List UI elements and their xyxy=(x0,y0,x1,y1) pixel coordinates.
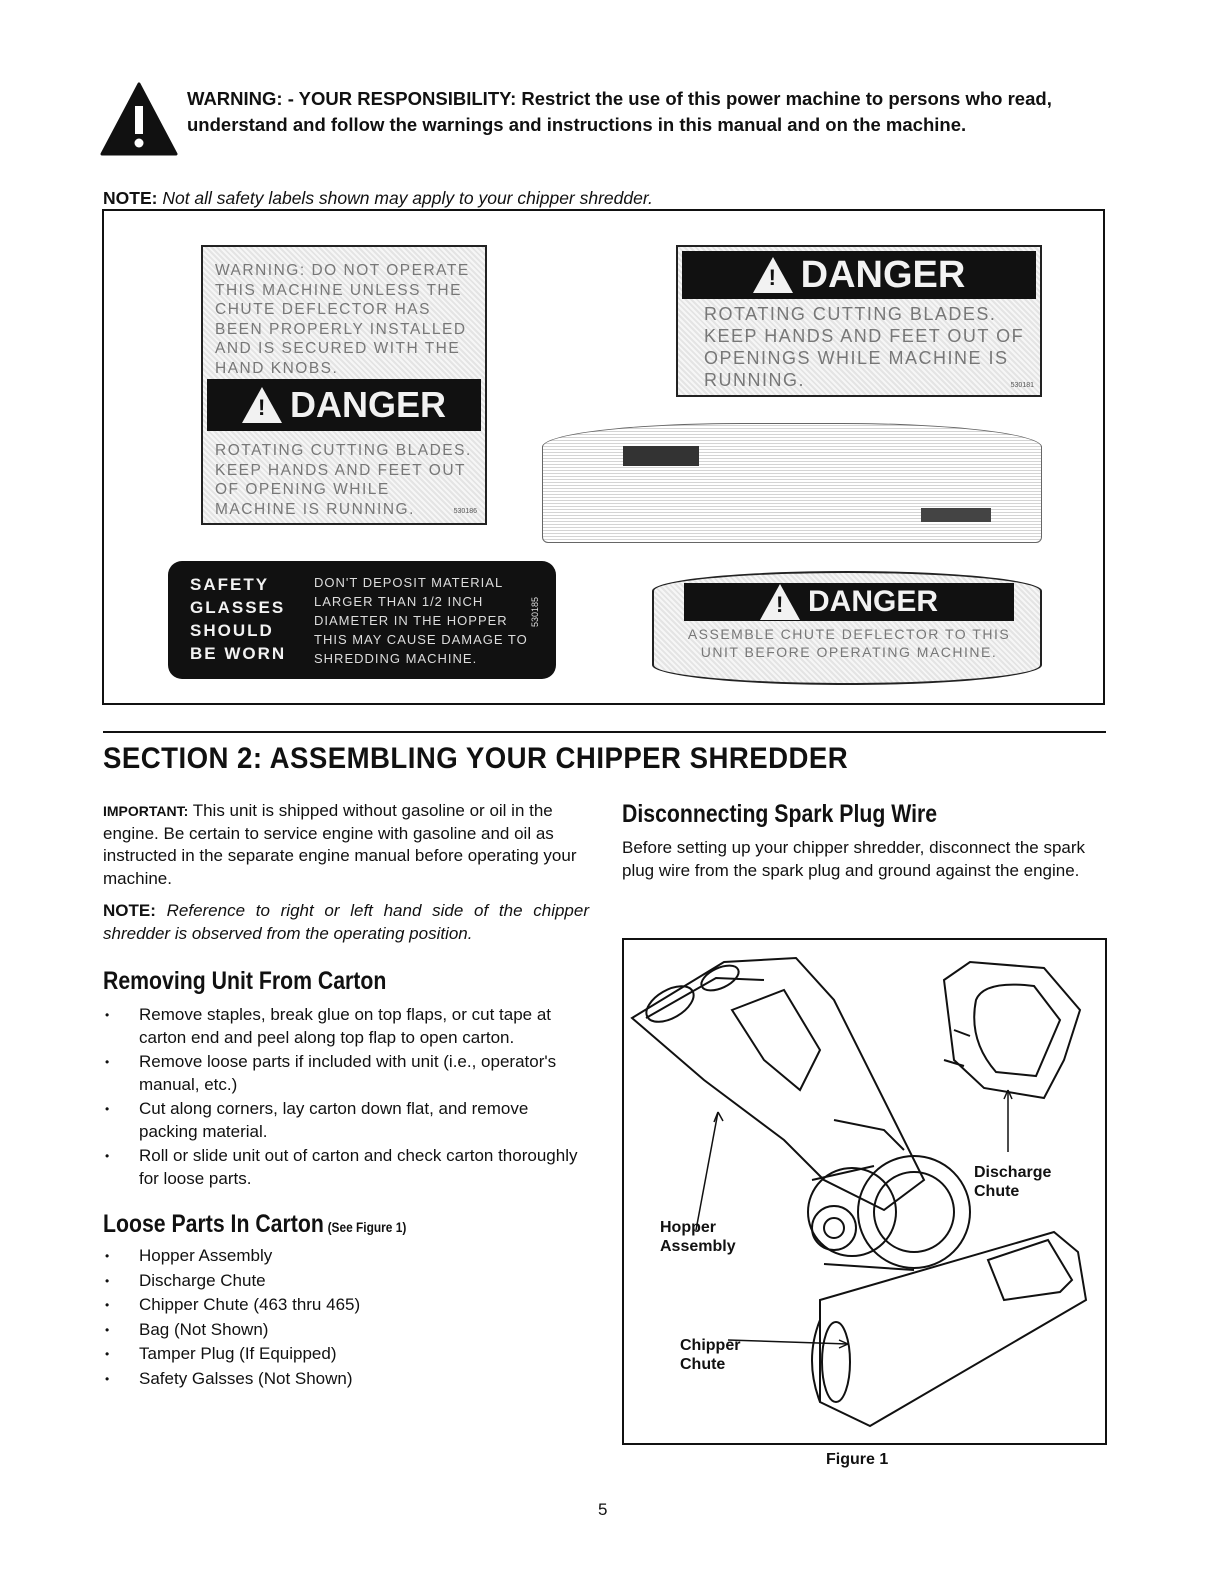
safety-glasses-text: SAFETY GLASSES SHOULD BE WORN xyxy=(190,575,287,663)
label-danger-text: ROTATING CUTTING BLADES. KEEP HANDS AND FEET OUT OF OPENING WHILE MACHINE IS RUNNING. xyxy=(215,442,472,518)
warning-statement xyxy=(187,86,1127,138)
discharge-chute-label xyxy=(974,1163,1051,1201)
hopper-label-line-1: Hopper xyxy=(660,1219,716,1236)
warning-triangle-icon xyxy=(100,82,178,156)
loose-parts-list xyxy=(103,1245,589,1390)
removing-heading: Removing Unit From Carton xyxy=(103,967,387,995)
hopper-label-line-2: Assembly xyxy=(660,1238,736,1255)
label-code: 530186 xyxy=(453,508,477,515)
section-title: SECTION 2: ASSEMBLING YOUR CHIPPER SHREDDER xyxy=(103,742,849,775)
label-warning-text: WARNING: DO NOT OPERATE THIS MACHINE UNLESS THE CHUTE DEFLECTOR HAS BEEN PROPERLY INSTALLED AND IS SECURED WITH THE HAND KNOBS. xyxy=(215,262,470,377)
right-column xyxy=(622,800,1108,882)
label-code: 530181 xyxy=(1010,382,1034,389)
loose-parts-heading xyxy=(103,1210,516,1239)
loose-parts-title: Loose Parts In Carton xyxy=(103,1210,324,1238)
curved-safety-decal xyxy=(542,423,1042,543)
disconnect-heading: Disconnecting Spark Plug Wire xyxy=(622,800,938,828)
danger-triangle-icon: ! xyxy=(242,387,282,423)
warning-body: Restrict the use of this power machine to persons who read, understand and follow the warnings and instructions in this manual and on the machine. xyxy=(187,88,1052,135)
discharge-label-line-1: Discharge xyxy=(974,1164,1052,1181)
danger-word: DANGER xyxy=(800,253,966,296)
danger-triangle-icon: ! xyxy=(753,257,793,293)
note-safety-labels xyxy=(103,188,653,209)
figure-1 xyxy=(622,938,1107,1445)
safety-label-warning-danger xyxy=(201,245,487,525)
list-item: • Tamper Plug (If Equipped) xyxy=(103,1343,589,1366)
label-code: 530185 xyxy=(529,596,540,628)
danger-triangle-icon: ! xyxy=(760,584,800,620)
list-item: • Remove loose parts if included with unit (i.e., operator's manual, etc.) xyxy=(103,1051,589,1096)
label-danger-banner xyxy=(684,583,1014,621)
chipper-label-line-2: Chute xyxy=(680,1356,726,1373)
safety-label-danger-blades xyxy=(676,245,1042,397)
danger-word: DANGER xyxy=(289,384,446,425)
list-item: • Bag (Not Shown) xyxy=(103,1319,589,1342)
safety-labels-panel xyxy=(102,209,1105,705)
important-text: This unit is shipped without gasoline or oil in the engine. Be certain to service engine with gasoline and oil as instructed in the separate engine manual before operating your machine. xyxy=(103,801,577,888)
list-item: • Cut along corners, lay carton down flat, and remove packing material. xyxy=(103,1098,589,1143)
important-paragraph xyxy=(103,800,589,890)
deposit-warning-text: DON'T DEPOSIT MATERIAL LARGER THAN 1/2 INCH DIAMETER IN THE HOPPER THIS MAY CAUSE DAMAGE TO SHREDDING MACHINE. xyxy=(314,575,528,666)
removing-list xyxy=(103,1004,589,1190)
curved-decal-danger-block xyxy=(623,446,699,466)
list-item: • Roll or slide unit out of carton and check carton thoroughly for loose parts. xyxy=(103,1145,589,1190)
figure-reference: (See Figure 1) xyxy=(327,1219,407,1235)
discharge-label-line-2: Chute xyxy=(974,1183,1020,1200)
chipper-chute-label xyxy=(680,1336,740,1374)
curved-decal-warning-block xyxy=(921,508,991,522)
safety-label-glasses xyxy=(168,561,556,679)
note-label: NOTE: xyxy=(103,188,158,208)
list-item: • Remove staples, break glue on top flaps, or cut tape at carton end and peel along top flap to open carton. xyxy=(103,1004,589,1049)
note-label: NOTE: xyxy=(103,901,156,920)
list-item: • Discharge Chute xyxy=(103,1270,589,1293)
hopper-assembly-label xyxy=(660,1218,736,1256)
note-text: Not all safety labels shown may apply to your chipper shredder. xyxy=(162,188,653,208)
important-label: IMPORTANT: xyxy=(103,803,189,819)
figure-caption: Figure 1 xyxy=(826,1451,889,1468)
note-paragraph xyxy=(103,900,589,945)
note-text: Reference to right or left hand side of the chipper shredder is observed from the operating position. xyxy=(103,901,589,943)
label-danger-text: ASSEMBLE CHUTE DEFLECTOR TO THIS UNIT BEFORE OPERATING MACHINE. xyxy=(687,626,1011,660)
label-danger-banner xyxy=(682,251,1036,299)
danger-word: DANGER xyxy=(807,585,938,618)
section-divider xyxy=(103,731,1106,733)
page-number: 5 xyxy=(598,1500,608,1519)
left-column xyxy=(103,800,589,1392)
list-item: • Hopper Assembly xyxy=(103,1245,589,1268)
list-item: • Chipper Chute (463 thru 465) xyxy=(103,1294,589,1317)
disconnect-paragraph: Before setting up your chipper shredder, disconnect the spark plug wire from the spark plug and ground against the engine. xyxy=(622,838,1086,880)
label-danger-text: ROTATING CUTTING BLADES. KEEP HANDS AND FEET OUT OF OPENINGS WHILE MACHINE IS RUNNING. xyxy=(704,304,1025,390)
chipper-label-line-1: Chipper xyxy=(680,1337,741,1354)
list-item: • Safety Galsses (Not Shown) xyxy=(103,1368,589,1391)
safety-label-chute-deflector xyxy=(652,571,1042,685)
warning-prefix: WARNING: - YOUR RESPONSIBILITY: xyxy=(187,88,517,109)
label-danger-banner xyxy=(207,379,481,431)
